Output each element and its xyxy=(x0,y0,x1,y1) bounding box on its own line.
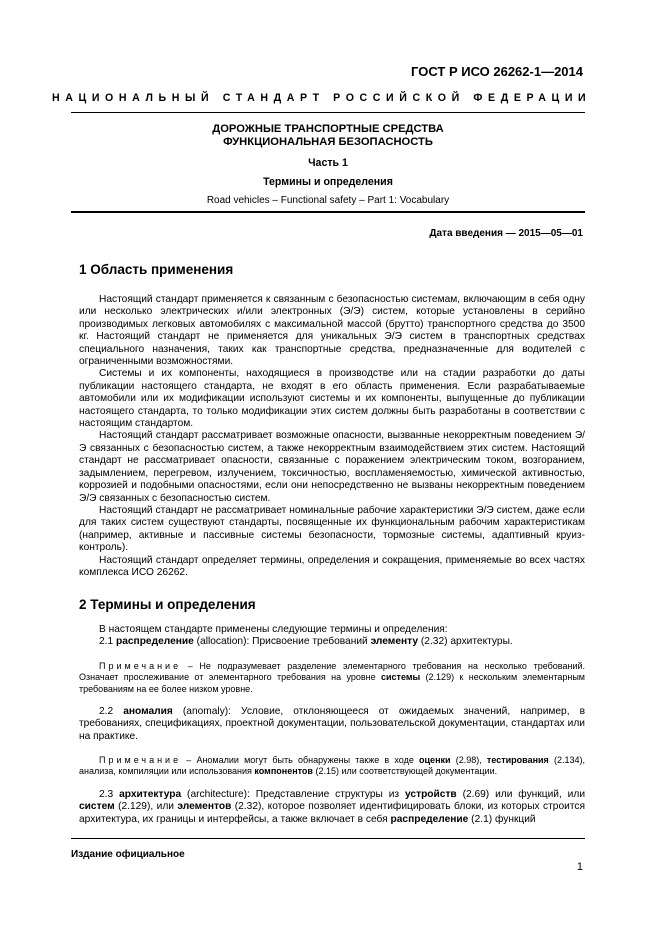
term-reference: системы xyxy=(381,672,421,683)
section-2-intro xyxy=(79,624,585,649)
section-1-body xyxy=(79,294,585,579)
paragraph: Настоящий стандарт определяет термины, определения и сокращения, применяемые во всех частях комплекса ИСО 26262. xyxy=(79,554,585,578)
paragraph: Настоящий стандарт не рассматривает номинальные рабочие характеристики Э/Э систем, даже если для таких систем существуют стандарты, посвященные их функциональным рабочим характеристикам (например, активные и пассивные системы безопасности, тормозные системы, адаптивный круиз-контроль). xyxy=(79,504,585,554)
page-number: 1 xyxy=(576,861,583,873)
note-2: Примечание – Аномалии могут быть обнаружены также в ходе оценки (2.98), тестирования (2.134), анализа, компиляции или использования компонентов (2.15) или соответствующей документации. xyxy=(79,755,585,777)
term-reference: элементу xyxy=(370,636,419,648)
document-title xyxy=(71,123,585,149)
paragraph: Настоящий стандарт рассматривает возможные опасности, вызванные некорректным поведением Э/Э связанных с безопасностью систем, а также некорректным взаимодействием этих систем. Настоящий стандарт не рассматривает опасности, связанные с поражением электрическим током, возгоранием, задымлением, перегревом, излучением, токсичностью, воспламеняемостью, химической активностью, коррозией и подобными опасностями, если они непосредственно не вызваны некорректным поведением Э/Э связанных с безопасностью систем. xyxy=(79,430,585,504)
term: архитектура xyxy=(119,789,182,800)
section-2-heading: 2 Термины и определения xyxy=(79,597,256,612)
note-label: Примечание xyxy=(99,755,182,765)
header-rule-top xyxy=(71,112,585,113)
term-2-2: 2.2 аномалия (anomaly): Условие, отклоняющееся от ожидаемых значений, например, в требованиях, спецификациях, проектной документации, пользовательской документации, стандартах или на практике. xyxy=(79,706,585,742)
term-reference: элементов xyxy=(177,801,232,813)
subtitle: Термины и определения xyxy=(263,176,393,188)
paragraph: Настоящий стандарт применяется к связанным с безопасностью системам, включающим в себя одну или несколько электрических и/или электронных (Э/Э) систем, которые установлены в серийно производимых легковых автомобилях с максимальной массой (брутто) транспортного средства до 3500 кг. Настоящий стандарт не применяется для уникальных Э/Э систем в транспортных средствах специального назначения, таких как транспортные средства, предназначенные для водителей с ограниченными возможностями. xyxy=(79,294,585,368)
term: аномалия xyxy=(123,706,173,717)
term-reference: тестирования xyxy=(486,755,549,765)
note-label: Примечание xyxy=(99,661,182,671)
paragraph: В настоящем стандарте применены следующие термины и определения: xyxy=(99,624,448,635)
term-2-2-block xyxy=(79,706,585,743)
footer-rule xyxy=(71,838,585,839)
part-label: Часть 1 xyxy=(308,157,348,169)
term-2-3: 2.3 архитектура (architecture): Представление структуры из устройств (2.69) или функций, или систем (2.129), или элементов (2.32), которое позволяет идентифицировать блоки, из которых строится архитектура, их границы и интерфейсы, а также включает в себя распределение (2.1) функций xyxy=(79,789,586,825)
title-line-2: ФУНКЦИОНАЛЬНАЯ БЕЗОПАСНОСТЬ xyxy=(223,136,433,148)
title-rule-bottom xyxy=(71,211,585,213)
term-reference: распределение xyxy=(390,813,469,825)
term-2-1: 2.1 распределение (allocation): Присвоение требований элементу (2.32) архитектуры. xyxy=(99,636,513,648)
standard-code: ГОСТ Р ИСО 26262-1—2014 xyxy=(411,64,583,79)
term-reference: компонентов xyxy=(254,766,313,777)
title-line-1: ДОРОЖНЫЕ ТРАНСПОРТНЫЕ СРЕДСТВА xyxy=(212,123,444,135)
term: распределение xyxy=(116,636,194,648)
section-1-heading: 1 Область применения xyxy=(79,262,234,277)
english-title: Road vehicles – Functional safety – Part 1: Vocabulary xyxy=(206,195,450,206)
introduction-date: Дата введения — 2015—05—01 xyxy=(429,228,583,239)
official-edition-label: Издание официальное xyxy=(71,849,185,860)
note-1: Примечание – Не подразумевает разделение элементарного требования на несколько требований. Означает прослеживание от элементарного требования на уровне системы (2.129) к нескольким элементарным требованиям на ее более низком уровне. xyxy=(79,661,585,694)
paragraph: Системы и их компоненты, находящиеся в производстве или на стадии разработки до даты публикации настоящего стандарта, не входят в его область применения. Если разрабатываемые автомобили или их модификации используют системы и их компоненты, выпущенные до публикации настоящего стандарта, то только модификации этих систем должны быть разработаны в соответствии с настоящим стандартом. xyxy=(79,368,585,430)
term-reference: устройств xyxy=(405,789,457,800)
national-standard-banner: НАЦИОНАЛЬНЫЙ СТАНДАРТ РОССИЙСКОЙ ФЕДЕРАЦИИ xyxy=(52,92,592,104)
term-reference: оценки xyxy=(419,755,451,765)
term-reference: систем xyxy=(79,801,115,813)
term-2-3-block xyxy=(79,789,585,826)
